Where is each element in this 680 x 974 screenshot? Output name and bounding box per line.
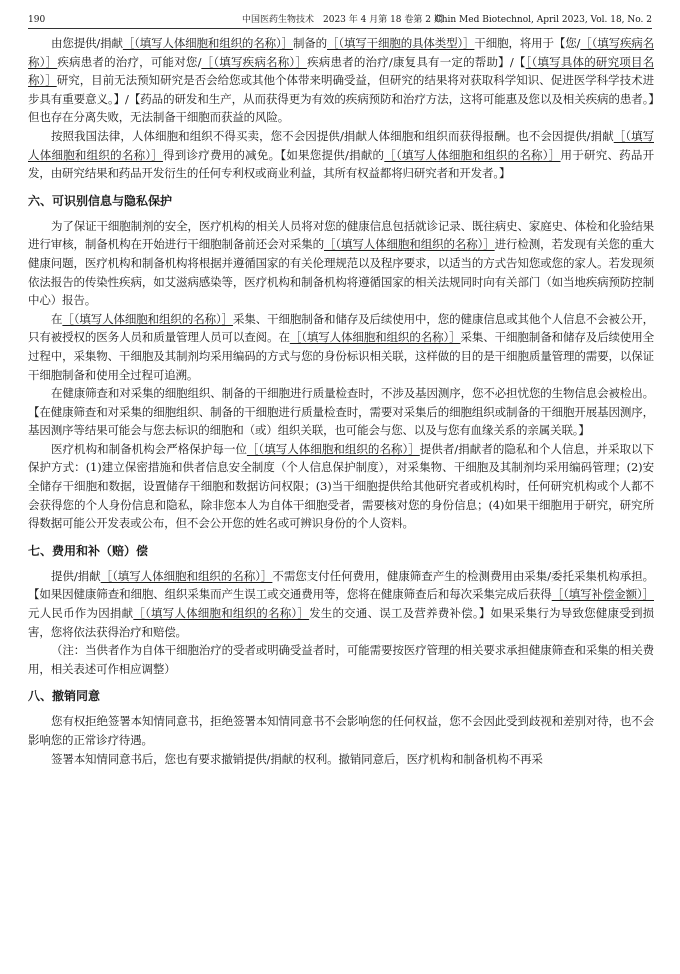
article-body (28, 34, 654, 768)
placeholder-field: ［（填写人体细胞和组织的名称）］ (100, 568, 273, 583)
placeholder-field: ［（填写人体细胞和组织的名称）］ (122, 36, 293, 50)
paragraph-purpose: 由您提供/捐献［（填写人体细胞和组织的名称）］制备的［（填写干细胞的具体类型）］干细胞，将用于【您/［（填写疾病名称）］疾病患者的治疗，可能对您/［（填写疾病名称）］疾病患者的治疗/康复具有一定的帮助】/【［（填写具体的研究项目名称）］研究，目前无法预知研究是否会给您或其他个体带来明确受益，但研究的结果将对获取科学知识、促进医学科学技术进步具有重要意义。】/【药品的研发和生产，从而获得更为有效的疾病预防和治疗方法，这将可能惠及您以及相关疾病的患者。】但也存在分离失败，无法制备干细胞而获益的风险。 (28, 36, 655, 125)
paragraph-no-payment: 按照我国法律，人体细胞和组织不得买卖，您不会因提供/捐献人体细胞和组织而获得报酬。也不会因提供/捐献［（填写人体细胞和组织的名称）］得到诊疗费用的减免。【如果您提供/捐献的［（填写人体细胞和组织的名称）］用于研究、药品开发，由研究结果和药品开发衍生的任何专利权或商业利益，其所有权益都将归研究者和开发者。】 (28, 128, 654, 181)
paragraph-confidentiality: 在［（填写人体细胞和组织的名称）］采集、干细胞制备和储存及后续使用中，您的健康信息或其他个人信息不会被公开，只有被授权的医务人员和质量管理人员可以查阅。在［（填写人体细胞和组织的名称）］采集、干细胞制备和储存及后续使用全过程中，采集物、干细胞及其制剂均采用编码的方式与您的身份标识相关联，这样做的目的是干细胞质量管理的需要，以保证干细胞制备和使用全过程可追溯。 (28, 311, 654, 382)
placeholder-field: ［（填写人体细胞和组织的名称）］ (28, 128, 654, 162)
placeholder-field: ［（填写疾病名称）］ (28, 36, 654, 69)
placeholder-field: ［（填写人体细胞和组织的名称）］ (289, 330, 461, 345)
placeholder-field: ［（填写具体的研究项目名称）］ (28, 54, 655, 88)
placeholder-field: ［（填写人体细胞和组织的名称）］ (384, 147, 561, 162)
placeholder-field: ［（填写人体细胞和组织的名称）］ (62, 311, 233, 326)
section-heading-compensation: 七、费用和补（赔）偿 (28, 543, 149, 558)
placeholder-field: ［（填写人体细胞和组织的名称）］ (246, 441, 420, 456)
section-heading-withdrawal: 八、撤销同意 (28, 689, 101, 704)
running-header (28, 12, 652, 29)
placeholder-field: ［（填写干细胞的具体类型）］ (327, 36, 475, 50)
paragraph-genetic-testing: 在健康筛查和对采集的细胞组织、制备的干细胞进行质量检查时，不涉及基因测序，您不必担忧您的生物信息会被检出。【在健康筛查和对采集的细胞组织、制备的干细胞进行质量检查时，需要对采集后的细胞组织或制备的干细胞开展基因测序，基因测序等结果可能会与您去标识的细胞和（或）组织关联，也可能会与您、以及与您有血缘关系的亲属关联。】 (28, 386, 654, 438)
paragraph-right-to-refuse: 您有权拒绝签署本知情同意书，拒绝签署本知情同意书不会影响您的任何权益，您不会因此受到歧视和差别对待，也不会影响您的正常诊疗待遇。 (28, 714, 654, 747)
placeholder-field: ［（填写补偿金额）］ (551, 587, 654, 602)
page-number: 190 (28, 15, 46, 25)
section-heading-privacy: 六、可识别信息与隐私保护 (28, 193, 173, 208)
placeholder-field: ［（填写人体细胞和组织的名称）］ (323, 237, 495, 252)
paragraph-privacy-measures: 医疗机构和制备机构会严格保护每一位［（填写人体细胞和组织的名称）］提供者/捐献者的隐私和个人信息，并采取以下保护方式：(1)建立保密措施和供者信息安全制度（个人信息保护制度），对采集物、干细胞及其制剂均采用编码管理；(2)安全储存干细胞和数据，设置储存干细胞和数据访问权限；(3)当干细胞提供给其他研究者或机构时，任何研究机构或个人都不会获得您的个人身份信息和隐私，除非您本人为自体干细胞受者，需要核对您的身份信息；(4)如果干细胞用于研究，研究所得数据可能公开发表或公布，但不会公开您的姓名或可辨识身份的个人资料。 (28, 441, 654, 531)
journal-title-cn: 中国医药生物技术 2023 年 4 月第 18 卷第 2 期 (242, 15, 443, 25)
journal-title-en: Chin Med Biotechnol, April 2023, Vol. 18, No. 2 (434, 15, 652, 25)
placeholder-field: ［（填写人体细胞和组织的名称）］ (133, 606, 310, 621)
paragraph-health-review: 为了保证干细胞制剂的安全，医疗机构的相关人员将对您的健康信息包括就诊记录、既往病史、家庭史、体检和化验结果进行审核，制备机构在开始进行干细胞制备前还会对采集的［（填写人体细胞和组织的名称）］进行检测，若发现有关您的重大健康问题，医疗机构和制备机构将根据并遵循国家的有关伦理规范以及程序要求，以适当的方式告知您或您的家人。若发现须依法报告的传染性疾病，如艾滋病感染等，医疗机构和制备机构将遵循国家的相关法规同时向有关部门（如当地疾病预防控制中心）报告。 (28, 218, 654, 308)
paragraph-costs: 提供/捐献［（填写人体细胞和组织的名称）］不需您支付任何费用，健康筛查产生的检测费用由采集/委托采集机构承担。【如果因健康筛查和细胞、组织采集而产生误工或交通费用等，您将在健康筛查后和每次采集完成后获得［（填写补偿金额）］元人民币作为因捐献［（填写人体细胞和组织的名称）］发生的交通、误工及营养费补偿。】如果采集行为导致您健康受到损害，您将依法获得治疗和赔偿。 (28, 568, 655, 639)
paragraph-note: （注：当供者作为自体干细胞治疗的受者或明确受益者时，可能需要按医疗管理的相关要求承担健康筛查和采集的相关费用，相关表述可作相应调整） (28, 643, 654, 676)
paragraph-withdrawal: 签署本知情同意书后，您也有要求撤销提供/捐献的权利。撤销同意后，医疗机构和制备机构不再采 (51, 751, 543, 766)
placeholder-field: ［（填写疾病名称）］ (201, 54, 308, 69)
